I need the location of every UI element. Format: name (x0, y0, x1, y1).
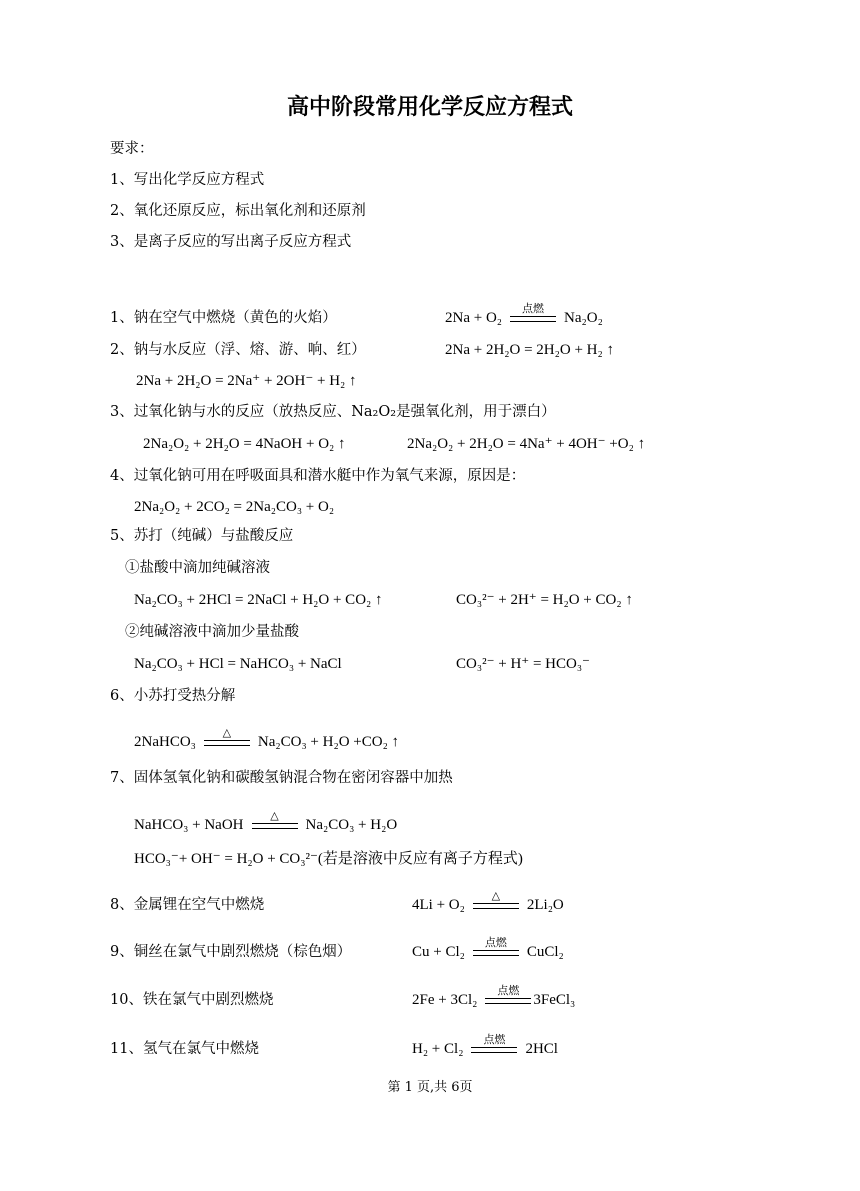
reaction-condition (252, 810, 298, 829)
reaction-8-description: 8、金属锂在空气中燃烧 (110, 897, 265, 913)
reaction-7-description: 7、固体氢氧化钠和碳酸氢钠混合物在密闭容器中加热 (110, 770, 453, 786)
reaction-6-rhs: Na₂CO₃ + H₂O +CO₂ ↑ (257, 734, 400, 750)
reaction-condition (510, 303, 556, 322)
reaction-8-equation (412, 890, 564, 915)
reaction-8-lhs: 4Li + O₂ (412, 897, 465, 913)
reaction-3-ionic: 2Na₂O₂ + 2H₂O = 4Na⁺ + 4OH⁻ +O₂ ↑ (407, 436, 646, 452)
reaction-9-rhs: CuCl₂ (526, 944, 564, 960)
reaction-3-description: 3、过氧化钠与水的反应（放热反应、Na₂O₂是强氧化剂，用于漂白） (110, 404, 556, 420)
reaction-condition-label: 点燃 (497, 985, 520, 998)
requirements-heading: 要求： (110, 141, 154, 157)
reaction-5-sub2: ②纯碱溶液中滴加少量盐酸 (125, 624, 299, 640)
reaction-7-ionic: HCO₃⁻+ OH⁻ = H₂O + CO₃²⁻(若是溶液中反应有离子方程式) (134, 851, 523, 867)
reaction-10-lhs: 2Fe + 3Cl₂ (412, 992, 478, 1008)
equal-bars-icon (473, 950, 519, 956)
reaction-8-rhs: 2Li₂O (526, 897, 564, 913)
reaction-5-sub1: ①盐酸中滴加纯碱溶液 (125, 560, 270, 576)
reaction-7-equation (134, 810, 398, 835)
reaction-2-equation: 2Na + 2H₂O = 2H₂O + H₂ ↑ (445, 342, 614, 358)
equal-bars-icon (204, 740, 250, 746)
reaction-condition (473, 937, 519, 956)
reaction-1-description: 1、钠在空气中燃烧（黄色的火焰） (110, 310, 337, 326)
reaction-condition-label: △ (270, 810, 279, 823)
reaction-11-lhs: H₂ + Cl₂ (412, 1041, 464, 1057)
reaction-9-equation (412, 937, 564, 962)
page-title: 高中阶段常用化学反应方程式 (286, 95, 573, 120)
reaction-1-equation (445, 303, 603, 328)
reaction-1-lhs: 2Na + O₂ (445, 310, 503, 326)
reaction-1-rhs: Na₂O₂ (564, 310, 603, 326)
requirement-item: 3、是离子反应的写出离子反应方程式 (110, 234, 352, 250)
reaction-condition-label: 点燃 (522, 303, 545, 316)
reaction-5-sub2-equation: Na₂CO₃ + HCl = NaHCO₃ + NaCl (134, 656, 342, 672)
reaction-condition-label: 点燃 (484, 937, 507, 950)
reaction-6-equation (134, 727, 400, 752)
reaction-11-rhs: 2HCl (525, 1041, 558, 1057)
reaction-5-sub1-equation: Na₂CO₃ + 2HCl = 2NaCl + H₂O + CO₂ ↑ (134, 592, 383, 608)
requirement-item: 1、写出化学反应方程式 (110, 172, 265, 188)
equal-bars-icon (510, 316, 556, 322)
reaction-condition (473, 890, 519, 909)
reaction-condition-label: 点燃 (483, 1034, 506, 1047)
equal-bars-icon (471, 1047, 517, 1053)
reaction-6-lhs: 2NaHCO₃ (134, 734, 196, 750)
reaction-2-description: 2、钠与水反应（浮、熔、游、响、红） (110, 342, 366, 358)
reaction-10-description: 10、铁在氯气中剧烈燃烧 (110, 992, 274, 1008)
reaction-9-description: 9、铜丝在氯气中剧烈燃烧（棕色烟） (110, 944, 352, 960)
reaction-5-sub2-ionic: CO₃²⁻ + H⁺ = HCO₃⁻ (456, 656, 590, 672)
reaction-3-equation: 2Na₂O₂ + 2H₂O = 4NaOH + O₂ ↑ (143, 436, 346, 452)
page-number-footer: 第 1 页,共 6页 (387, 1080, 473, 1095)
reaction-5-description: 5、苏打（纯碱）与盐酸反应 (110, 528, 294, 544)
reaction-10-rhs: 3FeCl₃ (533, 992, 576, 1008)
reaction-2-ionic: 2Na + 2H₂O = 2Na⁺ + 2OH⁻ + H₂ ↑ (136, 373, 357, 389)
reaction-condition (471, 1034, 517, 1053)
reaction-5-sub1-ionic: CO₃²⁻ + 2H⁺ = H₂O + CO₂ ↑ (456, 592, 633, 608)
reaction-10-equation (412, 985, 576, 1010)
requirement-item: 2、氧化还原反应，标出氧化剂和还原剂 (110, 203, 366, 219)
reaction-condition (204, 727, 250, 746)
equal-bars-icon (252, 823, 298, 829)
reaction-condition-label: △ (491, 890, 501, 903)
equal-bars-icon (473, 903, 519, 909)
equal-bars-icon (485, 998, 531, 1004)
reaction-condition (485, 985, 531, 1004)
reaction-7-lhs: NaHCO₃ + NaOH (134, 817, 244, 833)
reaction-11-description: 11、氢气在氯气中燃烧 (110, 1041, 259, 1057)
reaction-4-equation: 2Na₂O₂ + 2CO₂ = 2Na₂CO₃ + O₂ (134, 499, 335, 515)
reaction-condition-label: △ (222, 727, 232, 740)
reaction-4-description: 4、过氧化钠可用在呼吸面具和潜水艇中作为氧气来源，原因是： (110, 468, 526, 484)
reaction-6-description: 6、小苏打受热分解 (110, 688, 236, 704)
reaction-7-rhs: Na₂CO₃ + H₂O (305, 817, 398, 833)
reaction-11-equation (412, 1034, 558, 1059)
reaction-9-lhs: Cu + Cl₂ (412, 944, 465, 960)
